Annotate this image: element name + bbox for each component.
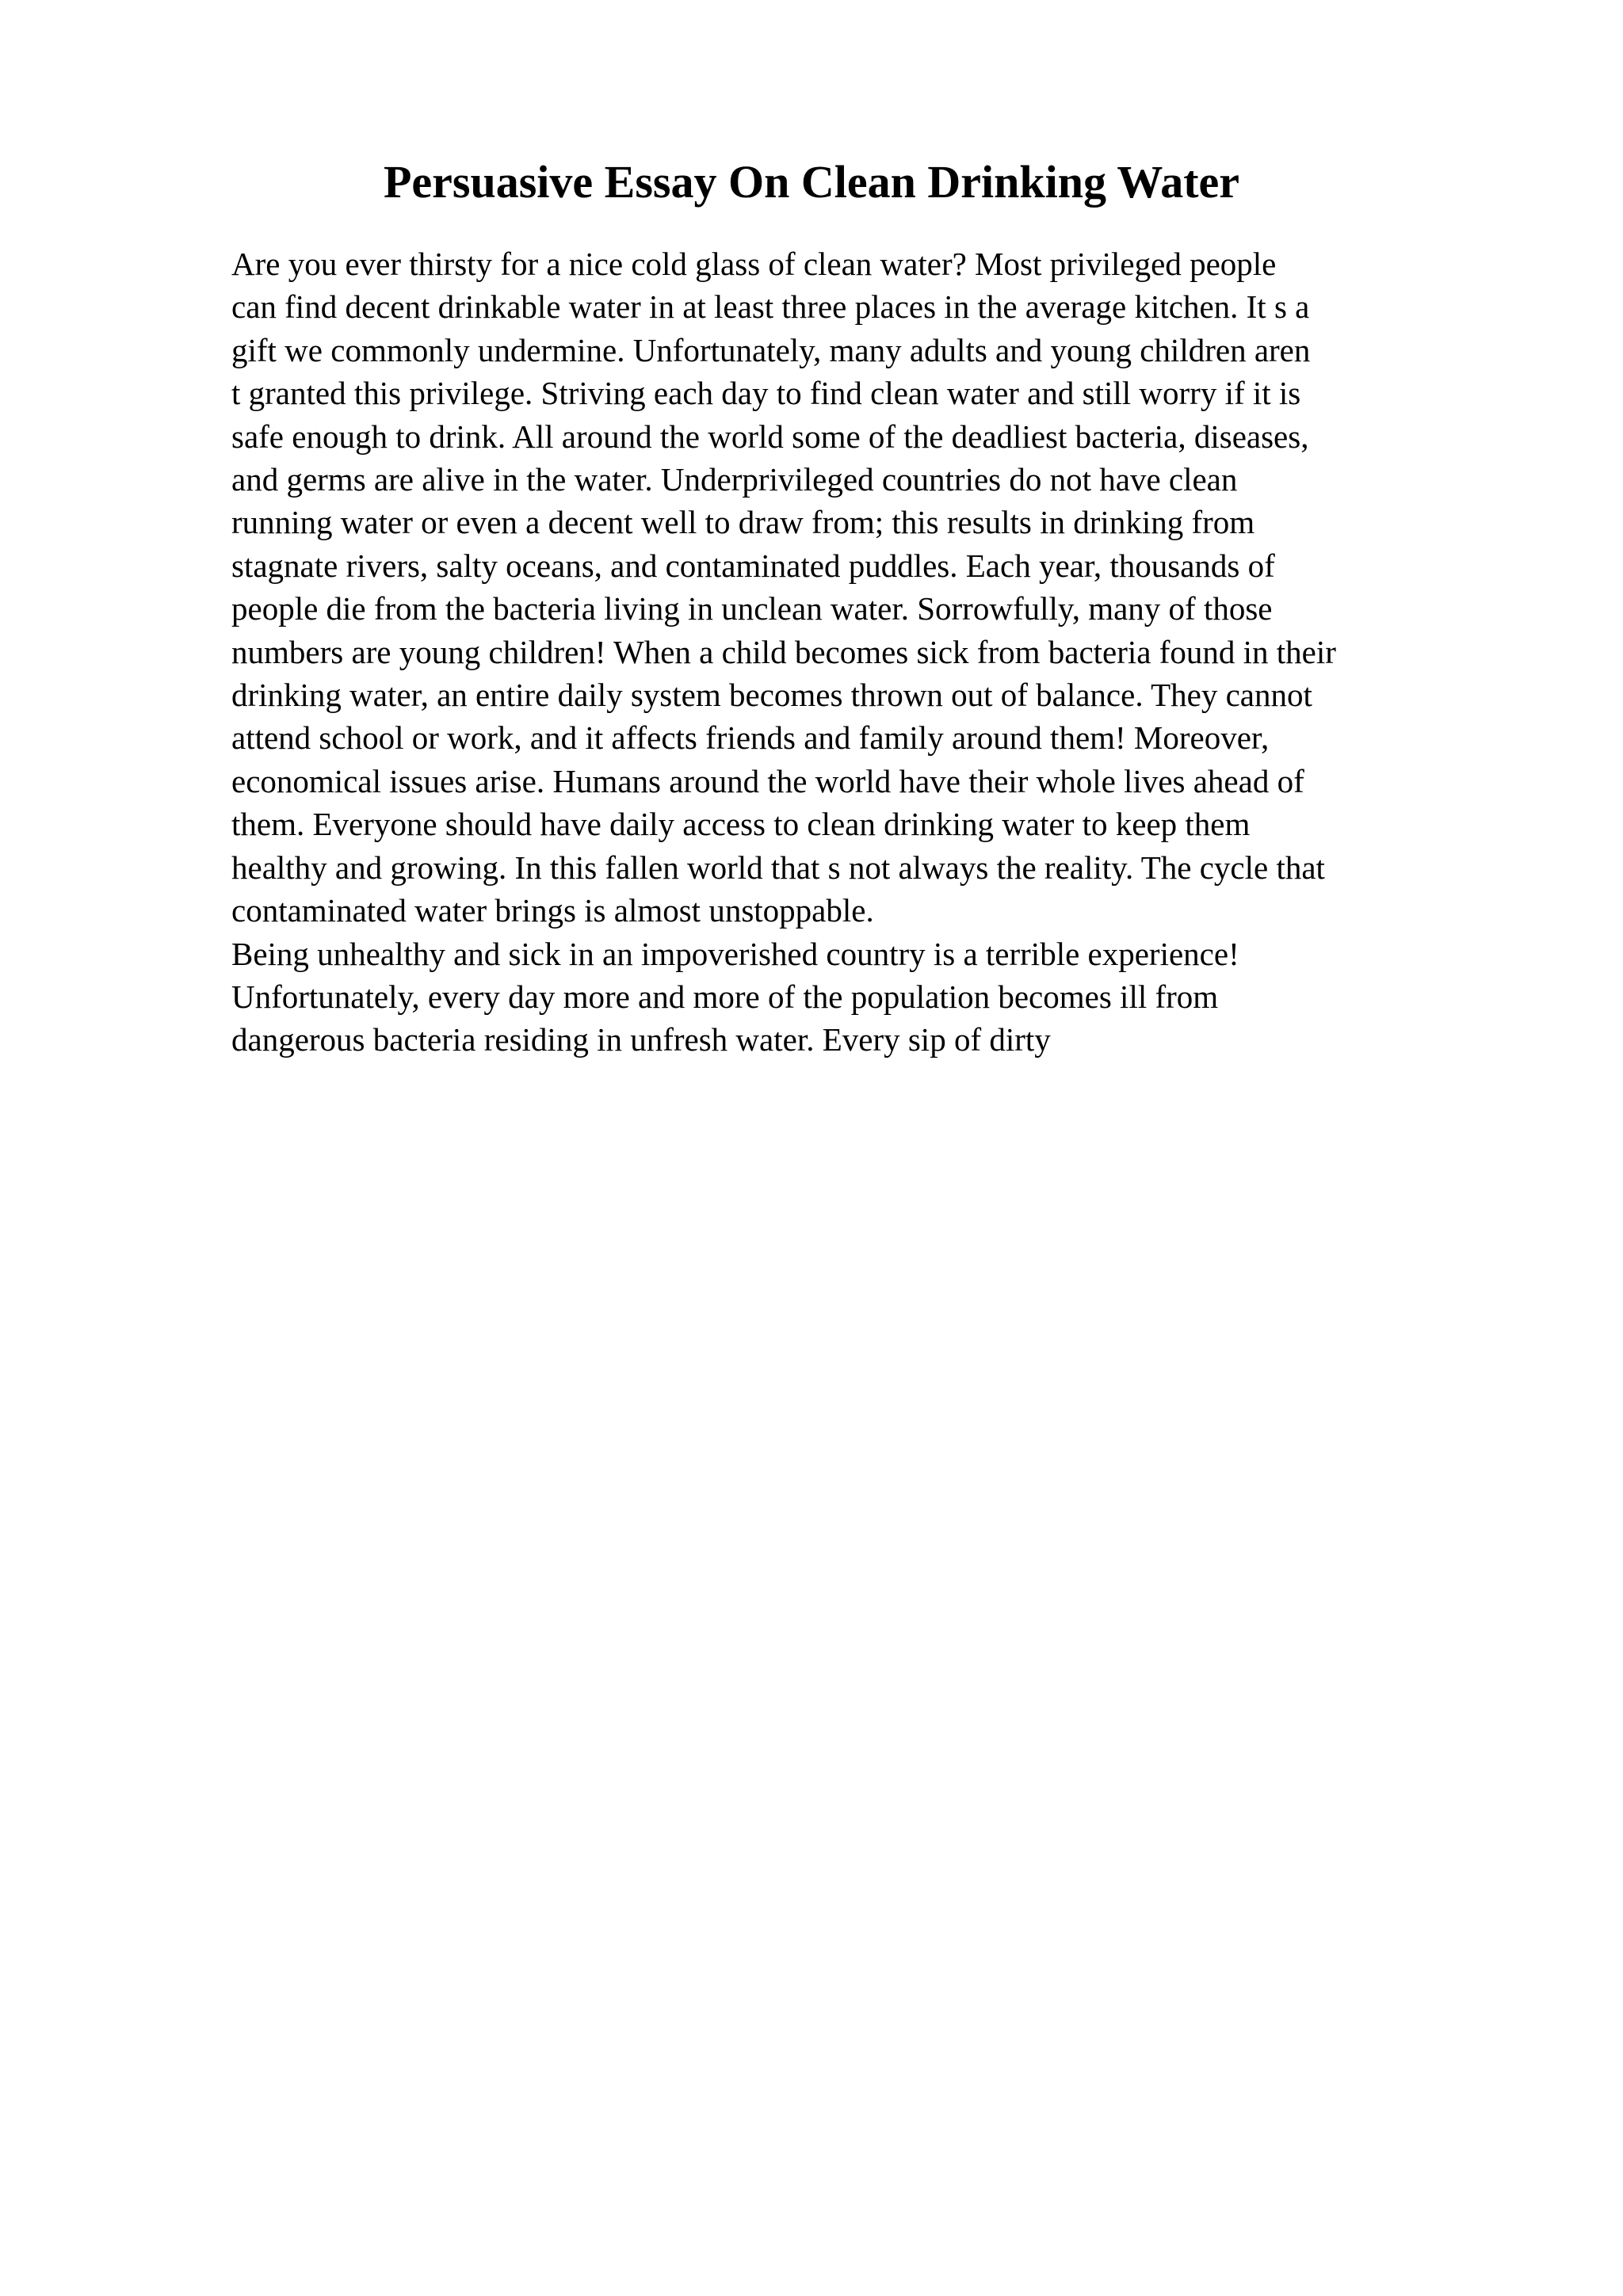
page-title: Persuasive Essay On Clean Drinking Water (383, 156, 1240, 208)
text-line: running water or even a decent well to draw from; this results in drinking from (231, 504, 1255, 541)
text-line: t granted this privilege. Striving each day to find clean water and still worry if it is (231, 375, 1301, 412)
text-line: numbers are young children! When a child becomes sick from bacteria found in their (231, 633, 1336, 670)
text-line: Being unhealthy and sick in an impoverished country is a terrible experience! (231, 935, 1239, 972)
text-line: can find decent drinkable water in at least three places in the average kitchen. It s a (231, 288, 1310, 326)
text-line: Unfortunately, every day more and more of the population becomes ill from (231, 978, 1219, 1015)
text-line: attend school or work, and it affects friends and family around them! Moreover, (231, 719, 1270, 757)
text-line: people die from the bacteria living in unclean water. Sorrowfully, many of those (231, 590, 1273, 627)
text-line: and germs are alive in the water. Underprivileged countries do not have clean (231, 461, 1238, 498)
text-line: healthy and growing. In this fallen world that s not always the reality. The cycle that (231, 849, 1325, 886)
text-line: contaminated water brings is almost unstoppable. (231, 892, 874, 929)
text-line: drinking water, an entire daily system becomes thrown out of balance. They cannot (231, 677, 1312, 714)
text-line: stagnate rivers, salty oceans, and contaminated puddles. Each year, thousands of (231, 547, 1275, 584)
text-line: safe enough to drink. All around the world some of the deadliest bacteria, diseases, (231, 418, 1309, 455)
text-line: them. Everyone should have daily access to clean drinking water to keep them (231, 806, 1251, 843)
text-line: economical issues arise. Humans around the world have their whole lives ahead of (231, 762, 1304, 799)
text-line: gift we commonly undermine. Unfortunately, many adults and young children aren (231, 331, 1311, 368)
text-line: Are you ever thirsty for a nice cold glass of clean water? Most privileged people (231, 246, 1277, 282)
essay-body (231, 242, 1515, 1062)
text-line: dangerous bacteria residing in unfresh water. Every sip of dirty (231, 1021, 1051, 1058)
